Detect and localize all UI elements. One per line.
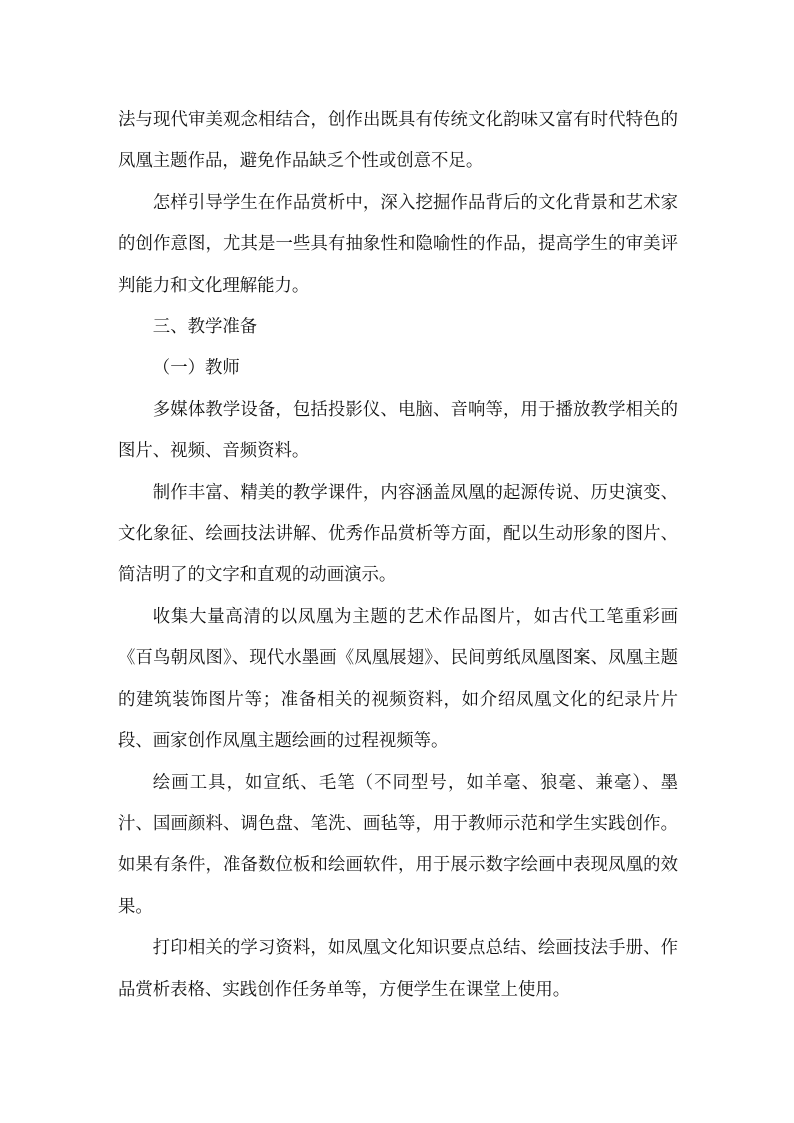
- paragraph-teaching-difficulty: 怎样引导学生在作品赏析中，深入挖掘作品背后的文化背景和艺术家的创作意图，尤其是一些具有抽象性和隐喻性的作品，提高学生的审美评判能力和文化理解能力。: [118, 192, 678, 296]
- document-body: [118, 100, 678, 1011]
- paragraph-artwork-collection: 收集大量高清的以凤凰为主题的艺术作品图片，如古代工笔重彩画《百鸟朝凤图》、现代水墨画《凤凰展翅》、民间剪纸凤凰图案、凤凰主题的建筑装饰图片等；准备相关的视频资料，如介绍凤凰文化的纪录片片段、画家创作凤凰主题绘画的过程视频等。: [118, 606, 678, 752]
- paragraph-courseware: 制作丰富、精美的教学课件，内容涵盖凤凰的起源传说、历史演变、文化象征、绘画技法讲解、优秀作品赏析等方面，配以生动形象的图片、简洁明了的文字和直观的动画演示。: [118, 482, 678, 586]
- paragraph-painting-tools: 绘画工具，如宣纸、毛笔（不同型号，如羊毫、狼毫、兼毫）、墨汁、国画颜料、调色盘、笔洗、画毡等，用于教师示范和学生实践创作。如果有条件，准备数位板和绘画软件，用于展示数字绘画中表现凤凰的效果。: [118, 772, 678, 917]
- section-heading-teaching-preparation: 三、教学准备: [152, 317, 258, 338]
- paragraph-printed-materials: 打印相关的学习资料，如凤凰文化知识要点总结、绘画技法手册、作品赏析表格、实践创作任务单等，方便学生在课堂上使用。: [118, 938, 678, 1000]
- paragraph-continued: 法与现代审美观念相结合，创作出既具有传统文化韵味又富有时代特色的凤凰主题作品，避免作品缺乏个性或创意不足。: [118, 110, 678, 172]
- subsection-heading-teacher: （一）教师: [152, 358, 240, 379]
- paragraph-multimedia-equipment: 多媒体教学设备，包括投影仪、电脑、音响等，用于播放教学相关的图片、视频、音频资料。: [118, 399, 678, 462]
